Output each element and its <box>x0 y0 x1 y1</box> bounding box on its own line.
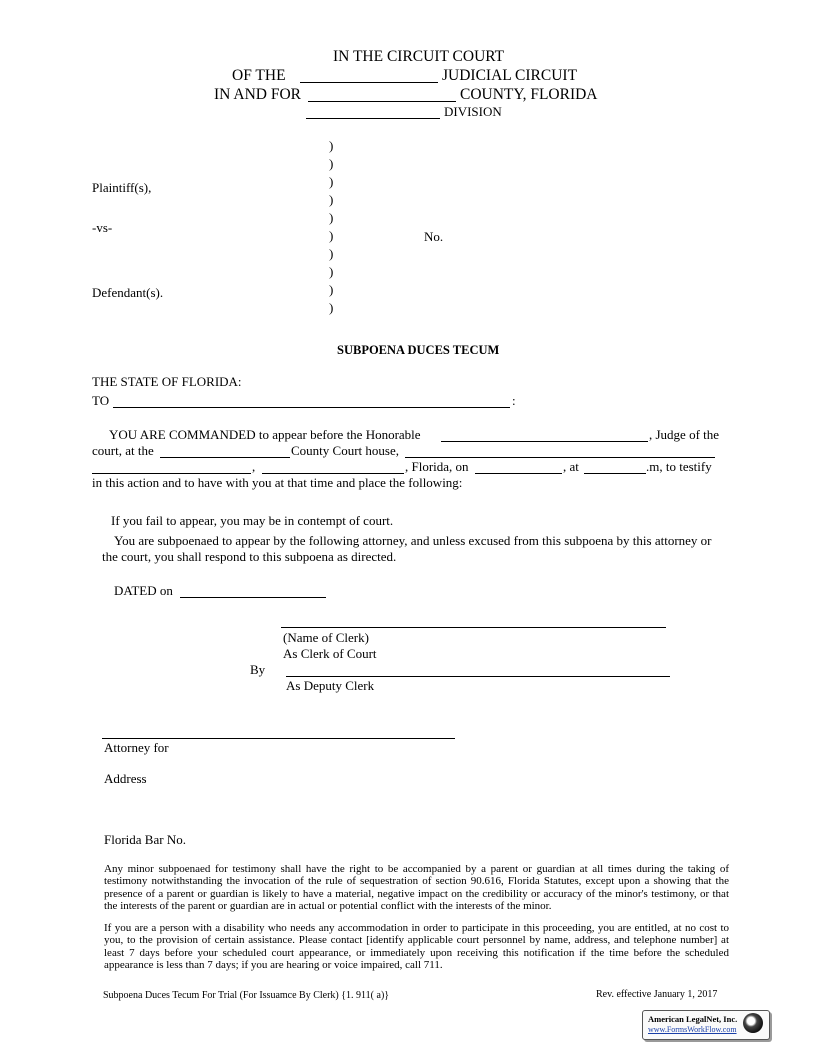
date-blank <box>475 473 562 474</box>
clerk-title: As Clerk of Court <box>283 646 377 661</box>
case-number-label: No. <box>424 229 444 244</box>
paren: ) <box>329 282 334 297</box>
logo-company: American LegalNet, Inc. <box>648 1014 738 1024</box>
paren: ) <box>329 138 334 153</box>
city-blank <box>262 473 404 474</box>
vs-label: -vs- <box>92 220 113 235</box>
circuit-label: OF THE <box>232 67 286 84</box>
circuit-suffix: JUDICIAL CIRCUIT <box>442 67 578 84</box>
time-blank <box>584 473 646 474</box>
paren: ) <box>329 174 334 189</box>
by-label: By <box>250 662 266 677</box>
deputy-title: As Deputy Clerk <box>286 678 375 693</box>
command-text: YOU ARE COMMANDED to appear before the Honorable <box>109 427 421 442</box>
logo-globe-icon <box>743 1013 763 1033</box>
to-colon: : <box>512 393 516 408</box>
bar-number-label: Florida Bar No. <box>104 832 186 847</box>
county-label: IN AND FOR <box>214 86 301 103</box>
attorney-for-label: Attorney for <box>104 740 169 755</box>
circuit-blank <box>300 82 438 83</box>
ada-notice: If you are a person with a disability who needs any accommodation in order to participate in this proceeding, you are entitled, at no cost to you, to the provision of certain assistance. Please contact [identify applicable court personnel by name, address, and telephone number] at least 7 days before your scheduled court appearance, or immediately upon receiving this notification if the time before the scheduled appearance is less than 7 days; if you are hearing or voice impaired, call 711. <box>104 922 729 972</box>
paren: ) <box>329 192 334 207</box>
address-label: Address <box>104 771 147 786</box>
court-heading: IN THE CIRCUIT COURT <box>333 48 505 65</box>
judge-blank <box>441 441 648 442</box>
clerk-signature-line <box>281 627 666 628</box>
court-location-blank <box>160 457 290 458</box>
revision-date: Rev. effective January 1, 2017 <box>596 989 718 1000</box>
command-text: , <box>252 459 256 474</box>
document-title: SUBPOENA DUCES TECUM <box>337 343 500 357</box>
command-text: , Florida, on <box>405 459 469 474</box>
logo-link[interactable]: www.FormsWorkFlow.com <box>648 1025 737 1034</box>
command-text: , at <box>563 459 579 474</box>
command-text: court, at the <box>92 443 154 458</box>
attorney-signature-line <box>102 738 455 739</box>
paren: ) <box>329 228 334 243</box>
contempt-warning: If you fail to appear, you may be in contempt of court. <box>111 513 394 528</box>
courthouse-address-blank <box>405 457 715 458</box>
dated-label: DATED on <box>114 583 173 598</box>
county-suffix: COUNTY, FLORIDA <box>460 86 598 103</box>
command-text: in this action and to have with you at that time and place the following: <box>92 475 463 490</box>
paren: ) <box>329 264 334 279</box>
county-blank <box>308 101 456 102</box>
clerk-name: (Name of Clerk) <box>283 630 369 645</box>
plaintiff-label: Plaintiff(s), <box>92 180 152 195</box>
form-footer: Subpoena Duces Tecum For Trial (For Issuamce By Clerk) {1. 911( a)} <box>103 990 390 1001</box>
command-text: County Court house, <box>291 443 399 458</box>
command-text: , Judge of the <box>649 427 720 442</box>
address-blank-1 <box>92 473 251 474</box>
defendant-label: Defendant(s). <box>92 285 164 300</box>
state-label: THE STATE OF FLORIDA: <box>92 374 242 389</box>
division-blank <box>306 118 440 119</box>
division-label: DIVISION <box>444 104 502 119</box>
publisher-logo[interactable] <box>642 1010 770 1040</box>
paren: ) <box>329 246 334 261</box>
paren: ) <box>329 210 334 225</box>
to-label: TO <box>92 393 110 408</box>
command-text: .m, to testify <box>646 459 712 474</box>
to-blank <box>113 407 510 408</box>
paren: ) <box>329 156 334 171</box>
subpoena-instruction: You are subpoenaed to appear by the following attorney, and unless excused from this subpoena by this attorney or the court, you shall respond to this subpoena as directed. <box>102 533 712 564</box>
dated-blank <box>180 597 326 598</box>
paren: ) <box>329 300 334 315</box>
minor-notice: Any minor subpoenaed for testimony shall have the right to be accompanied by a parent or guardian at all times during the taking of testimony notwithstanding the invocation of the rule of sequestration of section 90.616, Florida Statutes, except upon a showing that the presence of a parent or guardian is likely to have a material, negative impact on the credibility or accuracy of the minor's testimony, or that the interests of the parent or guardian are in actual or potential conflict with the interests of the minor. <box>104 863 729 913</box>
deputy-signature-line <box>286 676 670 677</box>
